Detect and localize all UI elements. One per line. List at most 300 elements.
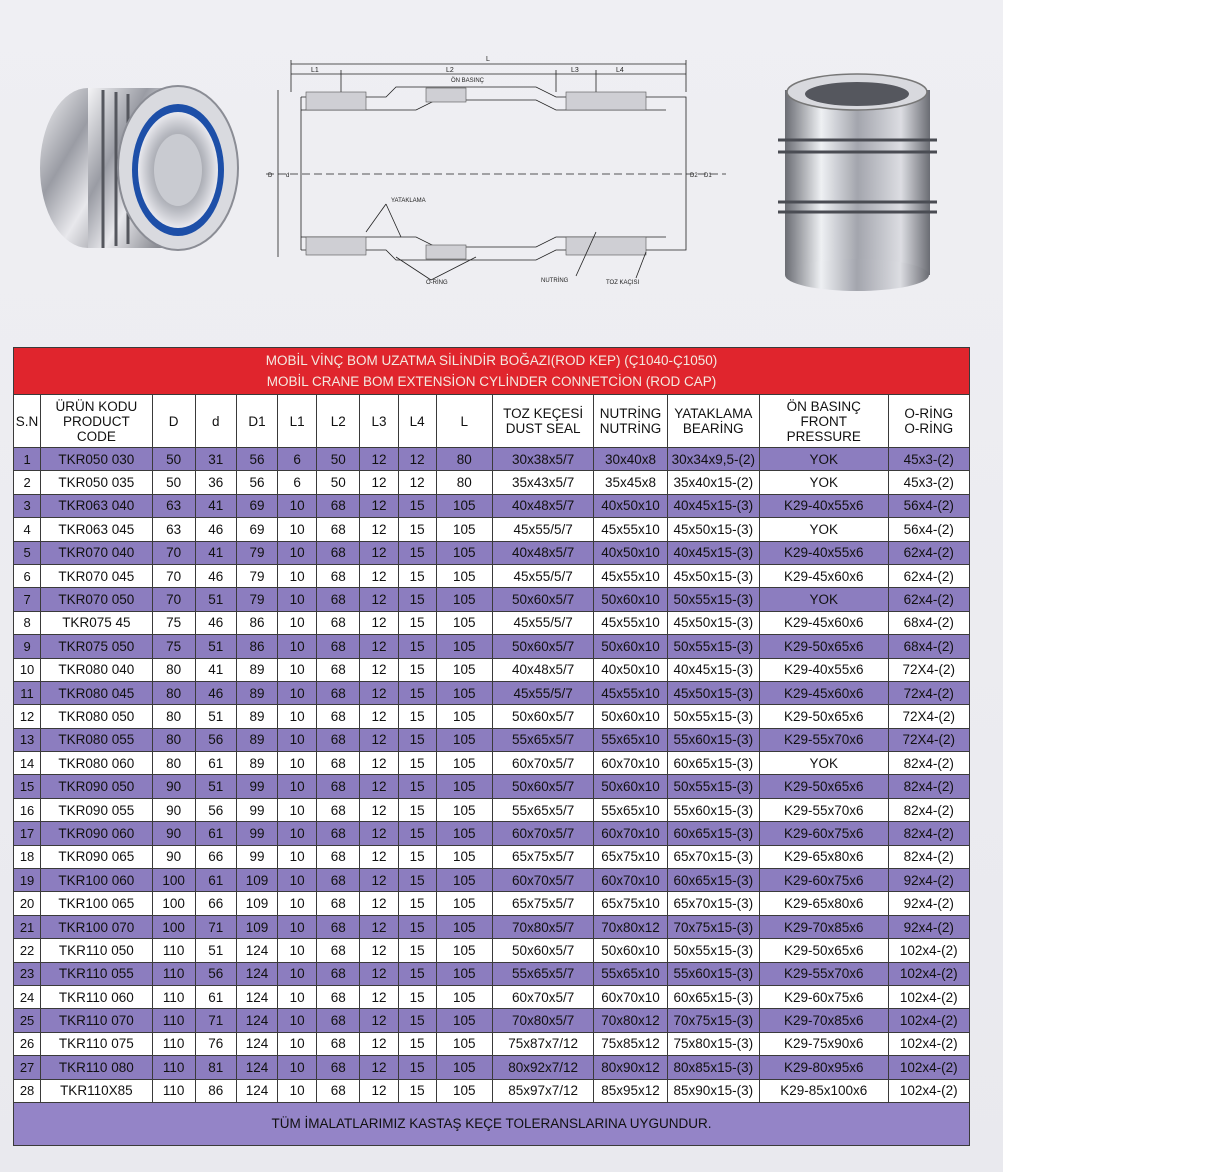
cell-sn: 25 [14, 1009, 41, 1032]
table-row [14, 658, 970, 681]
cell-d: 41 [195, 658, 236, 681]
cell-sn: 12 [14, 705, 41, 728]
cell-L1: 10 [278, 494, 317, 517]
cell-D: 80 [152, 728, 195, 751]
rod-cap-photo-angled [28, 80, 243, 260]
cell-L1: 6 [278, 471, 317, 494]
cell-nutring: 40x50x10 [594, 541, 667, 564]
cell-D1: 56 [236, 471, 277, 494]
cell-dust-seal: 30x38x5/7 [492, 448, 593, 471]
cell-L: 105 [436, 658, 492, 681]
label-o-ring: O-RİNG [426, 280, 448, 286]
cell-L3: 12 [360, 705, 398, 728]
cell-D1: 89 [236, 705, 277, 728]
header-L1 [278, 395, 317, 448]
header-front-pressure-line: FRONT [800, 413, 848, 429]
cell-sn: 17 [14, 822, 41, 845]
cell-sn: 9 [14, 635, 41, 658]
cell-bearing: 35x40x15-(2) [667, 471, 759, 494]
cell-L2: 68 [317, 892, 360, 915]
cell-L: 105 [436, 1009, 492, 1032]
cell-L3: 12 [360, 798, 398, 821]
cell-nutring: 30x40x8 [594, 448, 667, 471]
cell-sn: 28 [14, 1079, 41, 1102]
cell-front-pressure: YOK [760, 448, 889, 471]
cell-d: 46 [195, 681, 236, 704]
cell-L1: 10 [278, 705, 317, 728]
cell-dust-seal: 80x92x7/12 [492, 1056, 593, 1079]
cell-front-pressure: YOK [760, 588, 889, 611]
table-row [14, 962, 970, 985]
cell-sn: 5 [14, 541, 41, 564]
cell-L4: 15 [398, 1056, 436, 1079]
cell-D1: 124 [236, 1009, 277, 1032]
cell-L4: 15 [398, 564, 436, 587]
cell-d: 56 [195, 728, 236, 751]
cell-product-code: TKR110 050 [41, 939, 152, 962]
cell-L4: 12 [398, 471, 436, 494]
cell-d: 36 [195, 471, 236, 494]
cell-L1: 10 [278, 658, 317, 681]
cell-bearing: 40x45x15-(3) [667, 658, 759, 681]
cell-L3: 12 [360, 962, 398, 985]
cell-dust-seal: 40x48x5/7 [492, 541, 593, 564]
cell-bearing: 45x50x15-(3) [667, 611, 759, 634]
cell-sn: 7 [14, 588, 41, 611]
table-row [14, 869, 970, 892]
cell-bearing: 75x80x15-(3) [667, 1032, 759, 1055]
table-row [14, 775, 970, 798]
header-o-ring [888, 395, 969, 448]
header-o-ring-line: O-RİNG [904, 421, 954, 436]
cell-nutring: 70x80x12 [594, 915, 667, 938]
header-front-pressure [760, 395, 889, 448]
cell-L1: 10 [278, 564, 317, 587]
cell-nutring: 55x65x10 [594, 962, 667, 985]
cell-L3: 12 [360, 1009, 398, 1032]
cell-L3: 12 [360, 822, 398, 845]
cell-o-ring: 56x4-(2) [888, 518, 969, 541]
dim-label-L1: L1 [311, 67, 319, 74]
cell-front-pressure: K29-40x55x6 [760, 658, 889, 681]
header-dust-seal [492, 395, 593, 448]
label-on-basinc: ÖN BASINÇ [451, 78, 485, 84]
cell-L: 105 [436, 1032, 492, 1055]
cell-product-code: TKR100 070 [41, 915, 152, 938]
cell-d: 76 [195, 1032, 236, 1055]
cell-L3: 12 [360, 681, 398, 704]
cell-L4: 15 [398, 611, 436, 634]
cell-D1: 124 [236, 1056, 277, 1079]
cell-dust-seal: 85x97x7/12 [492, 1079, 593, 1102]
cell-L4: 15 [398, 1009, 436, 1032]
dim-label-D: D [268, 173, 273, 179]
cell-front-pressure: K29-45x60x6 [760, 681, 889, 704]
cell-sn: 13 [14, 728, 41, 751]
cell-D: 90 [152, 775, 195, 798]
cell-d: 86 [195, 1079, 236, 1102]
cell-L3: 12 [360, 448, 398, 471]
cell-dust-seal: 50x60x5/7 [492, 588, 593, 611]
cell-L: 105 [436, 939, 492, 962]
cell-product-code: TKR100 065 [41, 892, 152, 915]
cell-D: 110 [152, 1009, 195, 1032]
cell-L2: 68 [317, 939, 360, 962]
cell-L1: 10 [278, 541, 317, 564]
cell-front-pressure: K29-60x75x6 [760, 985, 889, 1008]
cell-L4: 15 [398, 1032, 436, 1055]
cell-D1: 89 [236, 658, 277, 681]
cell-L2: 68 [317, 681, 360, 704]
cell-bearing: 45x50x15-(3) [667, 564, 759, 587]
cell-L4: 15 [398, 892, 436, 915]
cell-nutring: 55x65x10 [594, 798, 667, 821]
cell-nutring: 60x70x10 [594, 985, 667, 1008]
cell-dust-seal: 50x60x5/7 [492, 705, 593, 728]
cell-bearing: 40x45x15-(3) [667, 541, 759, 564]
cell-nutring: 50x60x10 [594, 588, 667, 611]
cell-L1: 10 [278, 845, 317, 868]
cell-front-pressure: K29-85x100x6 [760, 1079, 889, 1102]
cell-o-ring: 82x4-(2) [888, 775, 969, 798]
cell-product-code: TKR110 080 [41, 1056, 152, 1079]
cell-D: 80 [152, 681, 195, 704]
cell-D1: 99 [236, 822, 277, 845]
cell-L3: 12 [360, 985, 398, 1008]
cell-bearing: 55x60x15-(3) [667, 728, 759, 751]
cell-product-code: TKR080 060 [41, 752, 152, 775]
cell-d: 46 [195, 611, 236, 634]
cell-L: 80 [436, 471, 492, 494]
cell-product-code: TKR050 035 [41, 471, 152, 494]
technical-drawing [266, 52, 726, 290]
cell-dust-seal: 60x70x5/7 [492, 822, 593, 845]
cell-L3: 12 [360, 775, 398, 798]
dim-label-L2: L2 [446, 67, 454, 74]
cell-L2: 68 [317, 728, 360, 751]
dim-label-L4: L4 [616, 67, 624, 74]
cell-L: 105 [436, 518, 492, 541]
cell-product-code: TKR070 040 [41, 541, 152, 564]
cell-D: 110 [152, 985, 195, 1008]
table-row [14, 564, 970, 587]
cell-bearing: 50x55x15-(3) [667, 939, 759, 962]
cell-d: 66 [195, 892, 236, 915]
cell-product-code: TKR090 055 [41, 798, 152, 821]
cell-L3: 12 [360, 752, 398, 775]
cell-L1: 10 [278, 985, 317, 1008]
cell-dust-seal: 45x55/5/7 [492, 518, 593, 541]
table-row [14, 822, 970, 845]
header-D1 [236, 395, 277, 448]
header-L4 [398, 395, 436, 448]
cell-L4: 15 [398, 681, 436, 704]
cell-nutring: 60x70x10 [594, 869, 667, 892]
cell-d: 41 [195, 541, 236, 564]
table-row [14, 471, 970, 494]
cell-dust-seal: 55x65x5/7 [492, 962, 593, 985]
table-row [14, 1009, 970, 1032]
cell-front-pressure: K29-75x90x6 [760, 1032, 889, 1055]
table-row [14, 1032, 970, 1055]
cell-front-pressure: YOK [760, 752, 889, 775]
cell-L1: 10 [278, 752, 317, 775]
cell-bearing: 65x70x15-(3) [667, 845, 759, 868]
dim-label-D2: D2 [690, 173, 698, 179]
cell-product-code: TKR070 045 [41, 564, 152, 587]
cell-product-code: TKR063 045 [41, 518, 152, 541]
header-nutring-line: NUTRİNG [599, 421, 662, 436]
cell-D1: 86 [236, 611, 277, 634]
cell-bearing: 60x65x15-(3) [667, 752, 759, 775]
cell-D1: 99 [236, 845, 277, 868]
cell-L3: 12 [360, 1079, 398, 1102]
cell-o-ring: 82x4-(2) [888, 752, 969, 775]
header-sn-line: S.N [15, 413, 39, 429]
cell-L1: 10 [278, 822, 317, 845]
cell-L4: 15 [398, 869, 436, 892]
cell-L4: 12 [398, 448, 436, 471]
cell-L2: 68 [317, 588, 360, 611]
cell-o-ring: 68x4-(2) [888, 611, 969, 634]
cell-bearing: 30x34x9,5-(2) [667, 448, 759, 471]
cell-D: 100 [152, 915, 195, 938]
cell-nutring: 45x55x10 [594, 564, 667, 587]
cell-o-ring: 82x4-(2) [888, 822, 969, 845]
cell-front-pressure: K29-65x80x6 [760, 892, 889, 915]
cell-L3: 12 [360, 869, 398, 892]
header-D [152, 395, 195, 448]
cell-L1: 10 [278, 611, 317, 634]
cell-L: 105 [436, 728, 492, 751]
cell-D1: 56 [236, 448, 277, 471]
header-L3 [360, 395, 398, 448]
table-row [14, 915, 970, 938]
header-D-line: D [168, 413, 179, 429]
cell-L4: 15 [398, 775, 436, 798]
cell-L3: 12 [360, 635, 398, 658]
dim-label-L: L [486, 56, 490, 63]
cell-dust-seal: 65x75x5/7 [492, 845, 593, 868]
cell-d: 46 [195, 564, 236, 587]
cell-L3: 12 [360, 892, 398, 915]
header-L1-line: L1 [289, 413, 305, 429]
cell-o-ring: 92x4-(2) [888, 869, 969, 892]
cell-product-code: TKR110 070 [41, 1009, 152, 1032]
cell-L2: 68 [317, 1079, 360, 1102]
header-product-code [41, 395, 152, 448]
cell-product-code: TKR100 060 [41, 869, 152, 892]
cell-nutring: 40x50x10 [594, 658, 667, 681]
table-row [14, 1056, 970, 1079]
cell-L1: 10 [278, 728, 317, 751]
table-row [14, 588, 970, 611]
cell-L4: 15 [398, 1079, 436, 1102]
cell-dust-seal: 70x80x5/7 [492, 1009, 593, 1032]
cell-L4: 15 [398, 985, 436, 1008]
cell-o-ring: 62x4-(2) [888, 588, 969, 611]
cell-L3: 12 [360, 1056, 398, 1079]
cell-sn: 27 [14, 1056, 41, 1079]
table-row [14, 939, 970, 962]
cell-nutring: 35x45x8 [594, 471, 667, 494]
cell-bearing: 50x55x15-(3) [667, 775, 759, 798]
cell-bearing: 70x75x15-(3) [667, 915, 759, 938]
cell-L3: 12 [360, 915, 398, 938]
cell-bearing: 40x45x15-(3) [667, 494, 759, 517]
table-row [14, 892, 970, 915]
cell-bearing: 45x50x15-(3) [667, 681, 759, 704]
header-product-code-line: ÜRÜN KODU [55, 398, 138, 414]
cell-D: 110 [152, 1032, 195, 1055]
cell-L3: 12 [360, 611, 398, 634]
cell-D1: 89 [236, 681, 277, 704]
header-sn [14, 395, 41, 448]
cell-L4: 15 [398, 915, 436, 938]
label-nutring: NUTRİNG [541, 278, 569, 284]
cell-L1: 10 [278, 1032, 317, 1055]
cell-L4: 15 [398, 752, 436, 775]
cell-L1: 10 [278, 1079, 317, 1102]
cell-D: 75 [152, 635, 195, 658]
cell-L4: 15 [398, 939, 436, 962]
cell-product-code: TKR070 050 [41, 588, 152, 611]
cell-L2: 68 [317, 915, 360, 938]
rod-cap-photo-upright [770, 70, 945, 295]
cell-L: 105 [436, 564, 492, 587]
cell-L: 105 [436, 635, 492, 658]
cell-D1: 89 [236, 728, 277, 751]
cell-dust-seal: 40x48x5/7 [492, 494, 593, 517]
cell-L2: 68 [317, 798, 360, 821]
cell-L: 105 [436, 915, 492, 938]
cell-L: 105 [436, 869, 492, 892]
cell-front-pressure: K29-80x95x6 [760, 1056, 889, 1079]
cell-dust-seal: 55x65x5/7 [492, 798, 593, 821]
cell-L4: 15 [398, 798, 436, 821]
cell-front-pressure: K29-40x55x6 [760, 494, 889, 517]
table-row [14, 635, 970, 658]
cell-L4: 15 [398, 588, 436, 611]
cell-bearing: 60x65x15-(3) [667, 822, 759, 845]
cell-D: 100 [152, 892, 195, 915]
cell-bearing: 50x55x15-(3) [667, 635, 759, 658]
cell-dust-seal: 60x70x5/7 [492, 752, 593, 775]
label-yataklama: YATAKLAMA [391, 198, 426, 204]
cell-front-pressure: K29-40x55x6 [760, 541, 889, 564]
cell-dust-seal: 60x70x5/7 [492, 869, 593, 892]
cell-L2: 50 [317, 471, 360, 494]
header-nutring [594, 395, 667, 448]
cell-L1: 10 [278, 588, 317, 611]
cell-dust-seal: 45x55/5/7 [492, 611, 593, 634]
cell-L4: 15 [398, 658, 436, 681]
cell-L1: 10 [278, 869, 317, 892]
header-bearing-line: YATAKLAMA [674, 406, 753, 421]
cell-bearing: 60x65x15-(3) [667, 985, 759, 1008]
cell-d: 46 [195, 518, 236, 541]
cell-L4: 15 [398, 541, 436, 564]
table-row [14, 494, 970, 517]
table-row [14, 518, 970, 541]
cell-o-ring: 102x4-(2) [888, 1009, 969, 1032]
cell-d: 41 [195, 494, 236, 517]
cell-nutring: 80x90x12 [594, 1056, 667, 1079]
cell-o-ring: 45x3-(2) [888, 448, 969, 471]
cell-L: 105 [436, 681, 492, 704]
cell-dust-seal: 55x65x5/7 [492, 728, 593, 751]
cell-dust-seal: 75x87x7/12 [492, 1032, 593, 1055]
cell-d: 61 [195, 985, 236, 1008]
table-row [14, 798, 970, 821]
cell-L: 105 [436, 611, 492, 634]
cell-o-ring: 72x4-(2) [888, 681, 969, 704]
cell-L2: 68 [317, 869, 360, 892]
cell-L2: 68 [317, 1009, 360, 1032]
cell-D: 75 [152, 611, 195, 634]
cell-D: 100 [152, 869, 195, 892]
cell-sn: 20 [14, 892, 41, 915]
cell-d: 51 [195, 939, 236, 962]
cell-sn: 26 [14, 1032, 41, 1055]
cell-D: 90 [152, 798, 195, 821]
cell-product-code: TKR075 45 [41, 611, 152, 634]
cell-product-code: TKR110 075 [41, 1032, 152, 1055]
cell-front-pressure: K29-45x60x6 [760, 564, 889, 587]
cell-front-pressure: K29-65x80x6 [760, 845, 889, 868]
cell-D: 80 [152, 752, 195, 775]
cell-d: 51 [195, 705, 236, 728]
cell-d: 71 [195, 1009, 236, 1032]
cell-L2: 68 [317, 1032, 360, 1055]
cell-L: 105 [436, 985, 492, 1008]
cell-front-pressure: YOK [760, 471, 889, 494]
cell-bearing: 85x90x15-(3) [667, 1079, 759, 1102]
cell-L: 105 [436, 541, 492, 564]
cell-dust-seal: 70x80x5/7 [492, 915, 593, 938]
cell-L1: 10 [278, 915, 317, 938]
cell-front-pressure: K29-50x65x6 [760, 775, 889, 798]
cell-L2: 68 [317, 985, 360, 1008]
cell-front-pressure: K29-55x70x6 [760, 962, 889, 985]
dim-label-d: d [286, 173, 290, 179]
cell-L1: 10 [278, 1056, 317, 1079]
table-header-row [14, 395, 970, 448]
cell-sn: 23 [14, 962, 41, 985]
header-d-line: d [212, 413, 220, 429]
header-L2 [317, 395, 360, 448]
cell-sn: 21 [14, 915, 41, 938]
table-row [14, 541, 970, 564]
cell-nutring: 55x65x10 [594, 728, 667, 751]
cell-D: 80 [152, 705, 195, 728]
cell-L4: 15 [398, 845, 436, 868]
table-row [14, 1079, 970, 1102]
cell-L: 105 [436, 775, 492, 798]
table-footer-row [14, 1102, 970, 1145]
cell-dust-seal: 45x55/5/7 [492, 681, 593, 704]
cell-sn: 18 [14, 845, 41, 868]
cell-L4: 15 [398, 962, 436, 985]
cell-D1: 69 [236, 494, 277, 517]
cell-d: 31 [195, 448, 236, 471]
cell-front-pressure: K29-70x85x6 [760, 915, 889, 938]
cell-bearing: 65x70x15-(3) [667, 892, 759, 915]
cell-D: 90 [152, 822, 195, 845]
cell-o-ring: 72X4-(2) [888, 705, 969, 728]
header-L-line: L [460, 413, 469, 429]
cell-d: 51 [195, 635, 236, 658]
